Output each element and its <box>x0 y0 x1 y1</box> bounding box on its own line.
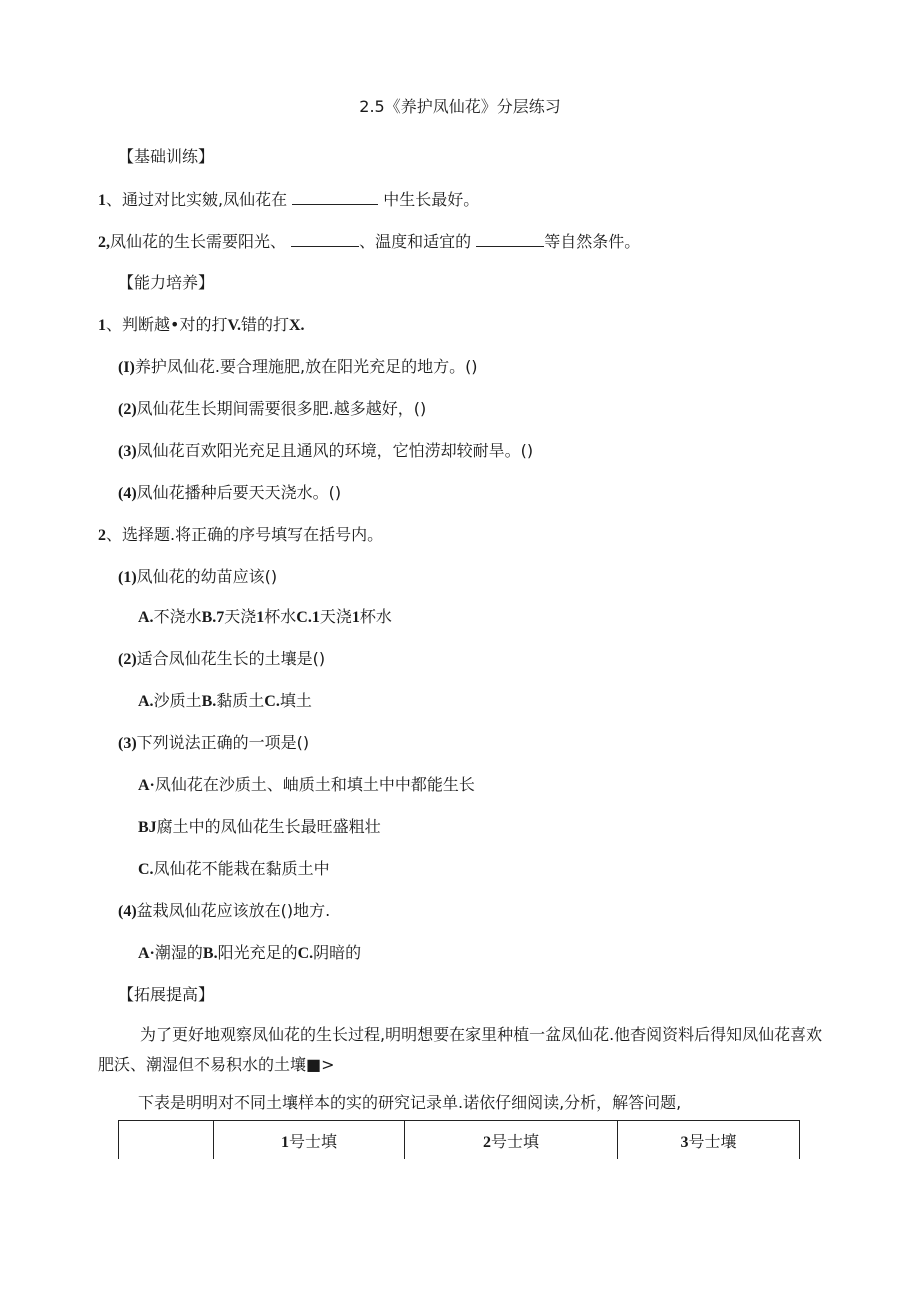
extend-paragraph-2: 下表是明明对不同土壤样本的实的研究记录单.诺依仔细阅读,分析，解答问题, <box>138 1093 682 1112</box>
header-text: 号士壤 <box>688 1131 737 1151</box>
choice-question-2 <box>118 648 325 671</box>
judge-item <box>118 356 478 379</box>
basic-question-2 <box>98 230 640 254</box>
section-ability: 【能力培养】 <box>118 273 215 292</box>
option-label: C. <box>297 945 314 962</box>
heading-text: 、判断越•对的打 <box>106 315 228 334</box>
option-label: B.7 <box>201 609 225 626</box>
question-text: 凤仙花的生长需要阳光、 <box>110 232 287 251</box>
answer-blank[interactable] <box>292 188 378 205</box>
header-text: 号士填 <box>490 1131 539 1151</box>
option-text: 潮湿的 <box>154 943 203 962</box>
option-label: A· <box>138 777 155 794</box>
option-text: 填土 <box>279 691 312 710</box>
question-text: 等自然条件。 <box>544 232 641 251</box>
item-text: 适合凤仙花生长的土壤是() <box>136 649 326 668</box>
item-number: (2) <box>118 401 137 418</box>
option-text: 阳光充足的 <box>217 943 298 962</box>
table-header-cell <box>214 1121 405 1160</box>
item-text: 下列说法正确的一项是() <box>136 733 310 752</box>
option-text: 凤仙花不能栽在黏质土中 <box>153 859 330 878</box>
option-text: 天浇 <box>224 607 257 626</box>
choice-options-2 <box>138 690 312 713</box>
item-text: 凤仙花百欢阳光充足且通风的环境，它怕涝却较耐旱。() <box>136 441 534 460</box>
item-text: 凤仙花的幼苗应该() <box>136 567 278 586</box>
section-extend: 【拓展提高】 <box>118 985 215 1004</box>
check-mark-text: V. <box>227 317 241 334</box>
cross-mark-text: X. <box>288 317 305 334</box>
page-title: 2.5《养护凤仙花》分层练习 <box>359 97 561 116</box>
header-text: 号士填 <box>288 1131 337 1151</box>
option-text: 黏质土 <box>216 691 265 710</box>
header-number: 3 <box>680 1133 689 1151</box>
item-text: 凤仙花播种后要天天浇水。() <box>136 483 342 502</box>
record-table <box>118 1120 800 1159</box>
header-number: 2 <box>482 1133 491 1151</box>
question-number: 1 <box>98 192 106 209</box>
question-number: 1 <box>98 317 106 334</box>
option-label: B. <box>202 945 218 962</box>
heading-text: 、选择题.将正确的序号填写在括号内。 <box>106 525 384 544</box>
item-number: (1) <box>118 569 137 586</box>
table-header-cell <box>119 1121 214 1160</box>
question-text: 、温度和适宜的 <box>359 232 472 251</box>
item-text: 养护凤仙花.要合理施肥,放在阳光充足的地方。() <box>134 357 478 376</box>
option-label: BJ <box>138 819 157 836</box>
option-text: 凤仙花在沙质土、岫质土和填土中中都能生长 <box>154 775 475 794</box>
header-number: 1 <box>280 1133 289 1151</box>
item-number: (4) <box>118 903 137 920</box>
option-number: 1 <box>351 609 360 626</box>
answer-blank[interactable] <box>476 230 544 247</box>
basic-question-1 <box>98 188 479 212</box>
choice-option-3b <box>138 816 381 839</box>
item-text: 盆栽凤仙花应该放在()地方. <box>136 901 331 920</box>
option-text: 阴暗的 <box>313 943 362 962</box>
option-label: A· <box>138 945 155 962</box>
option-text: 不浇水 <box>153 607 202 626</box>
question-number: 2, <box>98 234 110 251</box>
extend-paragraph-1: 为了更好地观察凤仙花的生长过程,明明想要在家里种植一盆凤仙花.他杳阅资料后得知凤仙花喜欢肥沃、潮湿但不易积水的土壤■> <box>98 1025 823 1074</box>
option-text: 杯水 <box>264 607 297 626</box>
judge-item <box>118 398 426 421</box>
option-label: C. <box>264 693 280 710</box>
item-number: (2) <box>118 651 137 668</box>
judge-item <box>118 440 533 463</box>
option-text: 杯水 <box>359 607 392 626</box>
choice-options-4 <box>138 942 361 965</box>
option-label: A. <box>138 693 154 710</box>
choice-heading <box>98 524 383 547</box>
item-number: (4) <box>118 485 137 502</box>
option-text: 沙质土 <box>153 691 202 710</box>
item-number: (I) <box>118 359 135 376</box>
question-number: 2 <box>98 527 106 544</box>
judge-heading <box>98 314 305 337</box>
option-label: C.1 <box>296 609 320 626</box>
answer-blank[interactable] <box>291 230 359 247</box>
choice-option-3c <box>138 858 330 881</box>
option-text: 腐土中的凤仙花生长最旺盛粗壮 <box>156 817 381 836</box>
heading-text: 错的打 <box>240 315 289 334</box>
option-text: 天浇 <box>319 607 352 626</box>
option-label: B. <box>201 693 217 710</box>
question-text: 中生长最好。 <box>383 190 480 209</box>
item-text: 凤仙花生长期间需要很多肥.越多越好，() <box>136 399 427 418</box>
table-header-cell <box>405 1121 618 1160</box>
option-label: A. <box>138 609 154 626</box>
item-number: (3) <box>118 443 137 460</box>
table-header-row <box>119 1121 800 1160</box>
choice-options-1 <box>138 606 392 629</box>
table-header-cell <box>618 1121 800 1160</box>
option-number: 1 <box>256 609 265 626</box>
item-number: (3) <box>118 735 137 752</box>
choice-question-4 <box>118 900 330 923</box>
choice-question-3 <box>118 732 309 755</box>
option-label: C. <box>138 861 154 878</box>
judge-item <box>118 482 341 505</box>
choice-question-1 <box>118 566 277 589</box>
section-basic: 【基础训练】 <box>118 147 215 166</box>
question-text: 、通过对比实皴,凤仙花在 <box>106 190 288 209</box>
choice-option-3a <box>138 774 475 797</box>
